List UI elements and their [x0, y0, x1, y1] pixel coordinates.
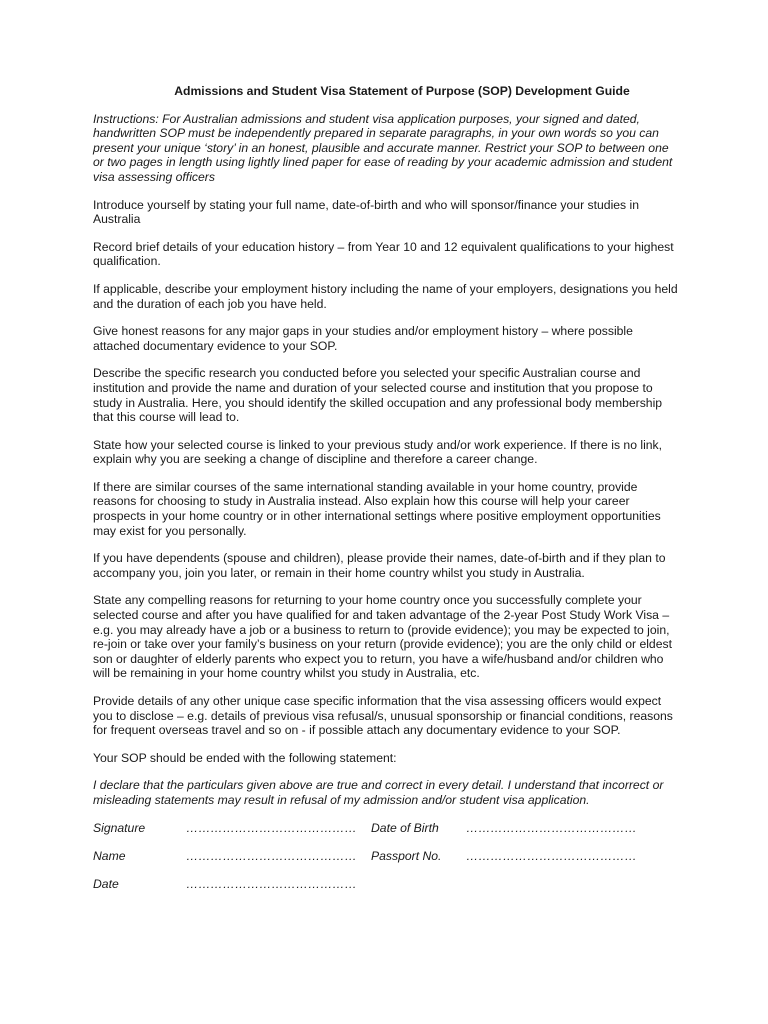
signature-block: [93, 821, 681, 905]
paragraph-similar-courses: If there are similar courses of the same international standing available in your home country, provide reasons for choosing to study in Australia instead. Also explain how this course will help your career prospects in your home country or in other international settings where positive employment opportunities may exist for you personally.: [93, 479, 661, 538]
paragraph-introduce: Introduce yourself by stating your full name, date-of-birth and who will sponsor/finance your studies in Australia: [93, 197, 640, 227]
signature-field: ……………………………………: [186, 820, 357, 835]
paragraph-other-details: Provide details of any other unique case specific information that the visa assessing officers would expect you to disclose – e.g. details of previous visa refusal/s, unusual sponsorship or financial conditions, reasons for frequent overseas travel and so on - if possible attach any documentary evidence to your SOP.: [93, 694, 673, 738]
document-page: [93, 84, 681, 905]
instructions-paragraph: Instructions: For Australian admissions and student visa application purposes, your signed and dated, handwritten SOP must be independently prepared in separate paragraphs, in your own words so you can present your unique ‘story’ in an honest, plausible and accurate manner. Restrict your SOP to between one or two pages in length using lightly lined paper for ease of reading by your academic admission and student visa assessing officers: [93, 111, 673, 184]
page-title: Admissions and Student Visa Statement of Purpose (SOP) Development Guide: [174, 84, 630, 98]
paragraph-ending-statement: Your SOP should be ended with the following statement:: [93, 750, 397, 765]
paragraph-gaps: Give honest reasons for any major gaps in your studies and/or employment history – where possible attached documentary evidence to your SOP.: [93, 324, 633, 353]
paragraph-education: Record brief details of your education history – from Year 10 and 12 equivalent qualifications to your highest qualification.: [93, 239, 674, 269]
signature-label: Signature: [93, 820, 146, 835]
name-label: Name: [93, 848, 126, 863]
paragraph-research: Describe the specific research you conducted before you selected your specific Australian course and institution and provide the name and duration of your selected course and institution that you propose to study in Australia. Here, you should identify the skilled occupation and any professional body membership that this course will lead to.: [93, 366, 663, 425]
declaration-paragraph: I declare that the particulars given above are true and correct in every detail. I understand that incorrect or misleading statements may result in refusal of my admission and/or student visa application.: [93, 778, 664, 807]
signature-row: [93, 821, 681, 849]
date-label: Date: [93, 876, 119, 891]
paragraph-course-link: State how your selected course is linked to your previous study and/or work experience. If there is no link, explain why you are seeking a change of discipline and therefore a career change.: [93, 437, 663, 467]
date-field: ……………………………………: [186, 876, 357, 891]
date-of-birth-field: ……………………………………: [466, 820, 637, 835]
paragraph-employment: If applicable, describe your employment history including the name of your employers, designations you held and the duration of each job you have held.: [93, 281, 678, 311]
date-of-birth-label: Date of Birth: [371, 820, 439, 835]
passport-label: Passport No.: [371, 848, 442, 863]
paragraph-returning: State any compelling reasons for returning to your home country once you successfully complete your selected course and after you have qualified for and taken advantage of the 2-year Post Study Work Visa – e.g. you may already have a job or a business to return to (provide evidence); you may be expected to join, re-join or take over your family’s business on your return (provide evidence); you are the only child or eldest son or daughter of elderly parents who expect you to return, you have a wife/husband and/or children who will be remaining in your home country whilst you study in Australia, etc.: [93, 593, 672, 681]
passport-field: ……………………………………: [466, 848, 637, 863]
date-row: [93, 877, 681, 905]
name-row: [93, 849, 681, 877]
paragraph-dependents: If you have dependents (spouse and children), please provide their names, date-of-birth and if they plan to accompany you, join you later, or remain in their home country whilst you study in Australia.: [93, 551, 666, 580]
name-field: ……………………………………: [186, 848, 357, 863]
